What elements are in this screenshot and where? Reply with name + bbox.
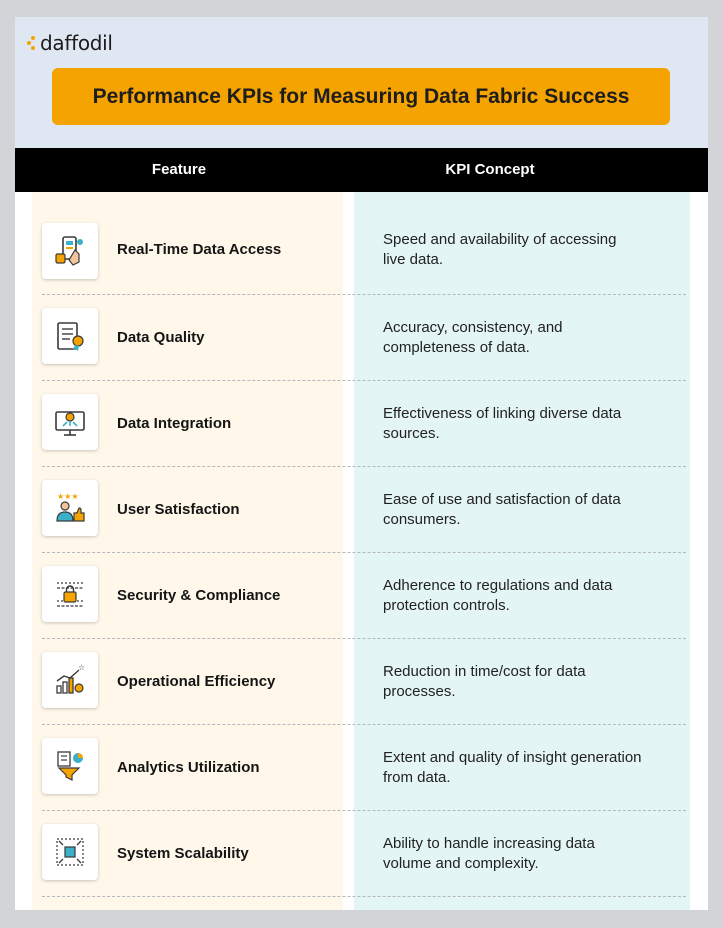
table-header [15,148,708,192]
kpi-concept: Effectiveness of linking diverse data sources. [383,405,622,442]
feature-name: User Satisfaction [117,501,240,518]
feature-name: Security & Compliance [117,587,281,604]
feature-name: Data Quality [117,329,205,346]
feature-icon-box [42,566,98,622]
brand-name: daffodil [40,31,113,55]
svg-text:☆: ☆ [78,663,86,672]
feature-icon-box [42,738,98,794]
feature-name: Analytics Utilization [117,759,260,776]
kpi-concept: Speed and availability of accessing live data. [383,230,617,268]
user-stars-thumbs-up-icon [53,491,87,525]
feature-icon-box [42,824,98,880]
table-row [15,553,708,639]
table-row [15,295,708,381]
report-funnel-icon [53,749,87,783]
feature-name: System Scalability [117,845,249,862]
table-row [15,639,708,725]
kpi-concept: Accuracy, consistency, and completeness of data. [383,319,563,356]
growth-bars-icon [53,663,87,697]
feature-icon-box [42,480,98,536]
monitor-gear-icon [53,405,87,439]
infographic-card [15,17,708,910]
feature-icon-box [42,652,98,708]
real-time-access-icon [53,234,87,268]
expand-cube-icon [53,835,87,869]
column-header-feature: Feature [151,161,207,178]
kpi-concept: Ease of use and satisfaction of data consumers. [383,491,621,528]
feature-name: Operational Efficiency [117,673,276,690]
feature-icon-box [42,308,98,364]
table-row [15,192,708,295]
feature-icon-box [42,394,98,450]
feature-icon-box [42,223,98,279]
feature-name: Data Integration [117,415,232,432]
brand-logo [27,31,113,55]
binary-lock-icon [53,577,87,611]
kpi-concept: Extent and quality of insight generation from data. [383,749,642,786]
checklist-certificate-icon [53,319,87,353]
table-row [15,811,708,897]
kpi-concept: Reduction in time/cost for data processes. [383,663,586,700]
feature-name: Real-Time Data Access [117,240,282,258]
table-row [15,725,708,811]
page-title: Performance KPIs for Measuring Data Fabric Success [52,68,670,125]
kpi-concept: Ability to handle increasing data volume and complexity. [383,835,595,872]
daffodil-logo-icon [27,33,39,53]
svg-text:★★★: ★★★ [57,492,79,501]
column-header-kpi-concept: KPI Concept [445,161,535,178]
kpi-concept: Adherence to regulations and data protection controls. [383,577,613,614]
table-row [15,467,708,553]
table-row [15,381,708,467]
row-divider [42,896,686,897]
header-section [15,17,708,148]
